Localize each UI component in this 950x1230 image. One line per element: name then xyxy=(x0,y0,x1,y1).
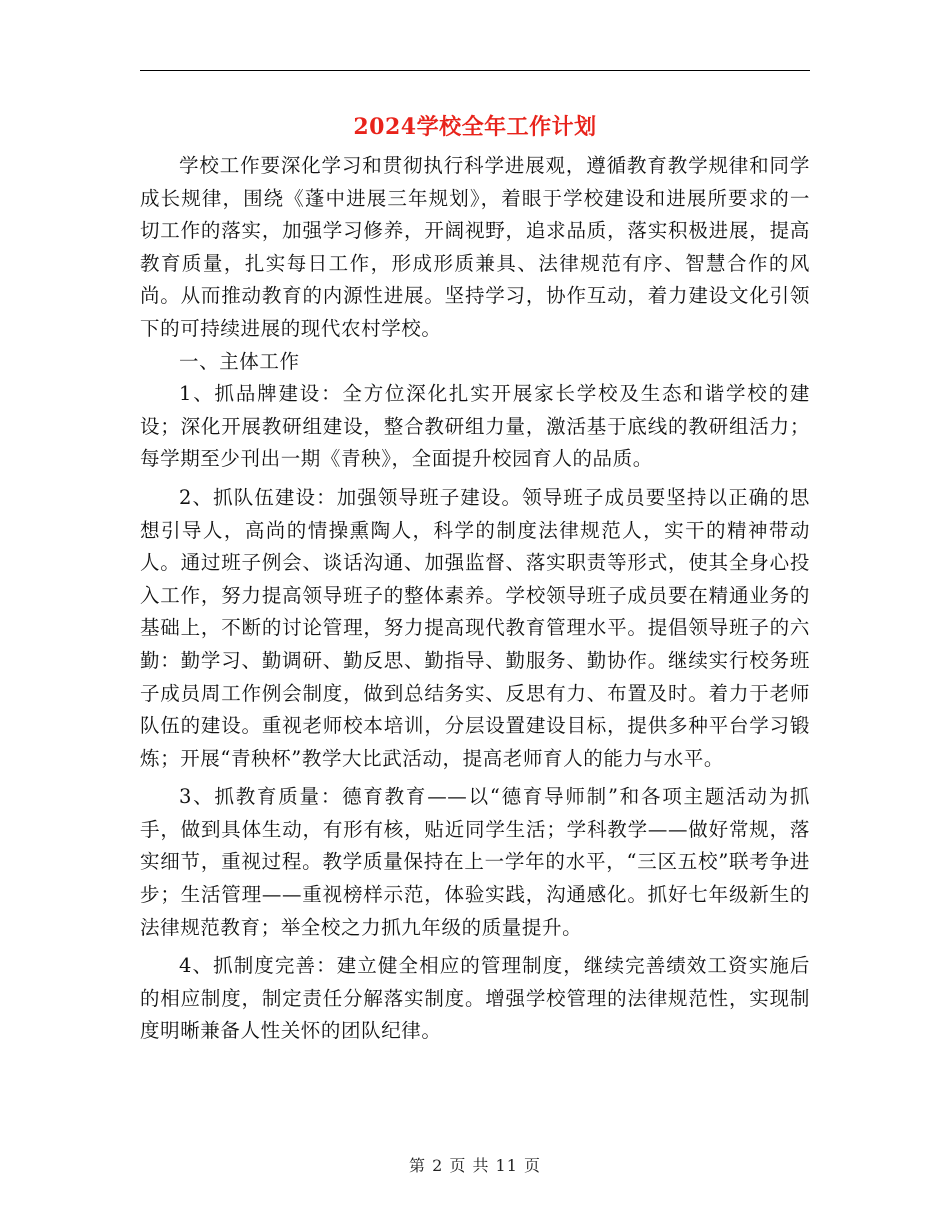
item-paragraph-4: 4、抓制度完善：建立健全相应的管理制度，继续完善绩效工资实施后的相应制度，制定责任分解落实制度。增强学校管理的法律规范性，实现制度明晰兼备人性关怀的团队纪律。 xyxy=(140,954,810,1043)
page-number: 第 2 页 共 11 页 xyxy=(409,1156,541,1175)
section-heading: 一、主体工作 xyxy=(179,349,300,373)
item-paragraph-3: 3、抓教育质量：德育教育——以“德育导师制”和各项主题活动为抓手，做到具体生动，有形有核，贴近同学生活；学科教学——做好常规，落实细节，重视过程。教学质量保持在上一学年的水平，“三区五校”联考争进步；生活管理——重视榜样示范，体验实践，沟通感化。抓好七年级新生的法律规范教育；举全校之力抓九年级的质量提升。 xyxy=(140,785,810,939)
intro-paragraph: 学校工作要深化学习和贯彻执行科学进展观，遵循教育教学规律和同学成长规律，围绕《蓬中进展三年规划》，着眼于学校建设和进展所要求的一切工作的落实，加强学习修养，开阔视野，追求品质，落实积极进展，提高教育质量，扎实每日工作，形成形质兼具、法律规范有序、智慧合作的风尚。从而推动教育的内源性进展。坚持学习，协作互动，着力建设文化引领下的可持续进展的现代农村学校。 xyxy=(140,154,810,340)
page-title: 2024学校全年工作计划 xyxy=(353,114,597,140)
item-paragraph-2: 2、抓队伍建设：加强领导班子建设。领导班子成员要坚持以正确的思想引导人，高尚的情操熏陶人，科学的制度法律规范人，实干的精神带动人。通过班子例会、谈话沟通、加强监督、落实职责等形式，使其全身心投入工作，努力提高领导班子的整体素养。学校领导班子成员要在精通业务的基础上，不断的讨论管理，努力提高现代教育管理水平。提倡领导班子的六勤：勤学习、勤调研、勤反思、勤指导、勤服务、勤协作。继续实行校务班子成员周工作例会制度，做到总结务实、反思有力、布置及时。着力于老师队伍的建设。重视老师校本培训，分层设置建设目标，提供多种平台学习锻炼；开展“青秧杯”教学大比武活动，提高老师育人的能力与水平。 xyxy=(140,485,810,770)
document-body xyxy=(140,150,810,1048)
item-paragraph-1: 1、抓品牌建设：全方位深化扎实开展家长学校及生态和谐学校的建设；深化开展教研组建设，整合教研组力量，激活基于底线的教研组活力；每学期至少刊出一期《青秧》，全面提升校园育人的品质。 xyxy=(140,382,810,471)
header-rule xyxy=(140,70,810,71)
